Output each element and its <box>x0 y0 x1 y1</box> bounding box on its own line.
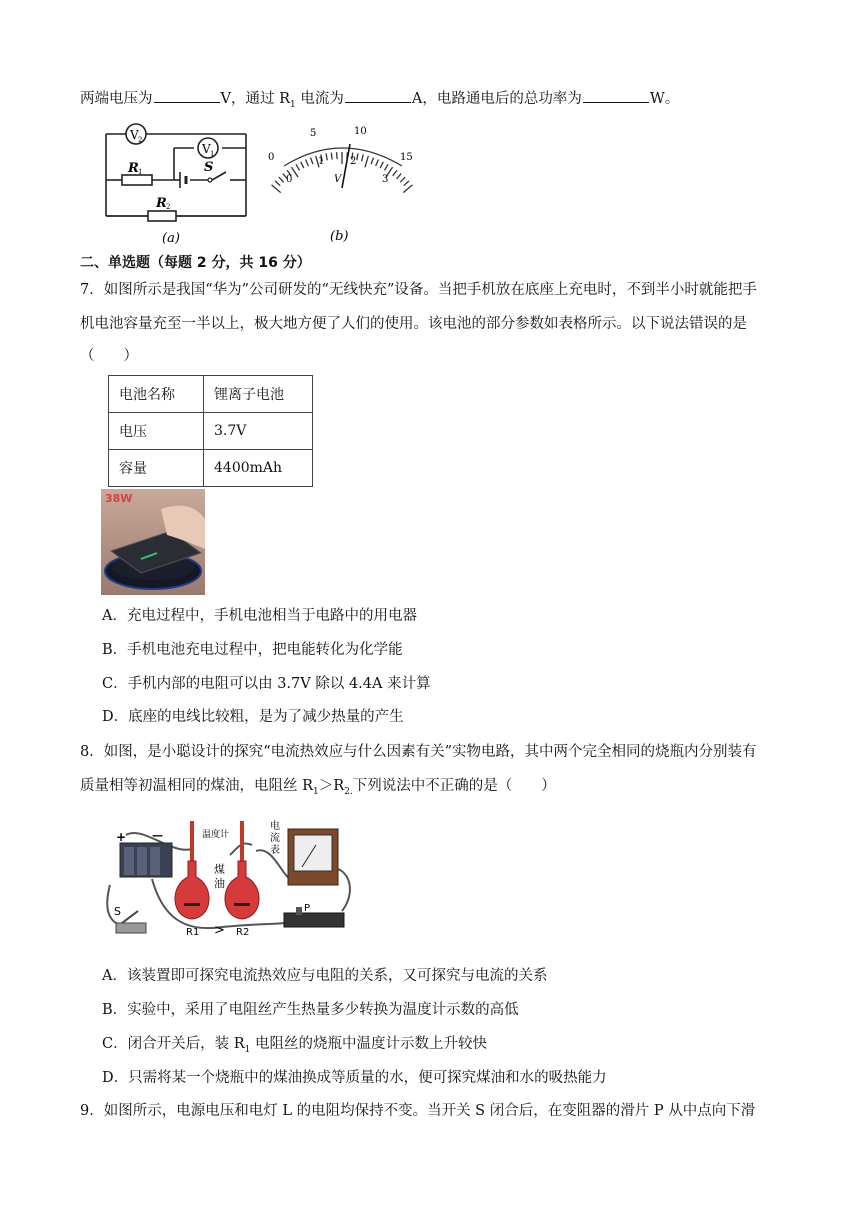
section-title: 二、单选题（每题 2 分，共 16 分） <box>80 255 311 271</box>
figure-b-caption: (b) <box>330 229 349 244</box>
dial-tick <box>279 177 284 182</box>
table-row: 电压 3.7V <box>109 413 313 450</box>
svg-text:0: 0 <box>268 152 275 163</box>
svg-text:3: 3 <box>382 174 389 185</box>
svg-text:2: 2 <box>350 156 357 167</box>
q8-option-d[interactable]: D．只需将某一个烧瓶中的煤油换成等质量的水，便可探究煤油和水的吸热能力 <box>102 1070 607 1086</box>
dial-tick <box>376 160 379 166</box>
dial-tick <box>272 185 281 193</box>
dial-tick <box>362 154 364 161</box>
experiment-circuit-photo <box>102 815 358 943</box>
circuit-diagram-a <box>100 122 260 246</box>
dial-tick <box>397 174 401 179</box>
dial-tick <box>331 153 332 160</box>
table-row: 电池名称 锂离子电池 <box>109 376 313 413</box>
svg-text:2: 2 <box>138 136 143 144</box>
answer-blank-power[interactable] <box>583 88 649 103</box>
flask-r2-label: R2 <box>236 927 250 938</box>
dial-tick <box>306 160 309 166</box>
dial-tick <box>385 164 389 170</box>
svg-text:油: 油 <box>214 877 225 890</box>
q8-stem-line1: 8．如图，是小聪设计的探究“电流热效应与什么因素有关”实物电路，其中两个完全相同的烧瓶内分别装有 <box>80 744 757 760</box>
svg-text:—: — <box>152 829 163 842</box>
svg-text:1: 1 <box>318 156 325 167</box>
dial-tick <box>291 167 298 177</box>
svg-text:煤: 煤 <box>214 863 225 876</box>
answer-blank-voltage[interactable] <box>154 88 220 103</box>
dial-tick <box>404 181 409 186</box>
voltmeter-v2-label: V <box>130 128 139 142</box>
q9-stem-line1: 9．如图所示，电源电压和电灯 L 的电阻均保持不变。当开关 S 闭合后，在变阻器的滑片 P 从中点向下滑 <box>80 1103 756 1119</box>
dial-tick <box>371 158 373 165</box>
thermometer-label: 温度计 <box>202 830 230 840</box>
svg-text:2: 2 <box>166 203 171 211</box>
flask-r1-label: R1 <box>186 927 200 938</box>
svg-text:电: 电 <box>270 821 280 832</box>
svg-text:1: 1 <box>210 150 215 158</box>
voltmeter-v1-label: V <box>202 142 211 156</box>
svg-text:10: 10 <box>354 126 367 137</box>
q7-stem-line3: （ ） <box>80 348 138 364</box>
svg-text:流: 流 <box>270 833 280 844</box>
dial-tick <box>393 170 397 176</box>
meter-needle <box>342 144 350 188</box>
q7-option-b[interactable]: B．手机电池充电过程中，把电能转化为化学能 <box>102 642 403 658</box>
q7-stem-line2: 机电池容量充至一半以上，极大地方便了人们的使用。该电池的部分参数如表格所示。以下说法错误的是 <box>80 316 747 332</box>
q8-stem-line2: 质量相等初温相同的煤油，电阻丝 $R_1>R_{2.}$下列说法中不正确的是（ ） <box>80 778 556 797</box>
meter-unit-label: V <box>334 174 342 185</box>
q7-option-c[interactable]: C．手机内部的电阻可以由 3.7V 除以 4.4A 来计算 <box>102 676 431 692</box>
dial-tick <box>301 162 304 168</box>
svg-text:>: > <box>214 923 225 938</box>
q8-option-a[interactable]: A．该装置即可探究电流热效应与电阻的关系，又可探究与电流的关系 <box>102 968 548 984</box>
wireless-charger-photo <box>101 489 205 595</box>
dial-tick <box>326 153 327 160</box>
svg-text:5: 5 <box>310 128 317 139</box>
resistor-r1-label: R <box>128 161 139 176</box>
resistor-r2-label: R <box>156 196 167 211</box>
dial-tick <box>403 185 412 193</box>
figure-a-caption: (a) <box>162 231 180 246</box>
voltmeter-dial-b <box>262 124 422 244</box>
q7-option-d[interactable]: D．底座的电线比较粗，是为了减少热量的产生 <box>102 709 404 725</box>
q7-stem-line1: 7．如图所示是我国“华为”公司研发的“无线快充”设备。当把手机放在底座上充电时，不到半小时就能把手 <box>80 282 757 298</box>
svg-text:1: 1 <box>138 168 143 176</box>
dial-tick <box>296 164 300 170</box>
photo-badge: 38W <box>105 492 133 505</box>
switch-s-label: S <box>114 905 121 918</box>
svg-text:+: + <box>116 830 127 844</box>
dial-tick <box>311 158 313 165</box>
dial-tick <box>400 177 405 182</box>
q8-option-c[interactable]: C．闭合开关后，装 $R_1$ 电阻丝的烧瓶中温度计示数上升较快 <box>102 1036 487 1055</box>
dial-tick <box>365 156 368 167</box>
svg-text:表: 表 <box>270 845 280 856</box>
q7-option-a[interactable]: A．充电过程中，手机电池相当于电路中的用电器 <box>102 608 417 624</box>
switch-s-label: S <box>204 160 214 175</box>
dial-tick <box>275 181 280 186</box>
rheostat-p-label: P <box>304 903 311 914</box>
dial-tick <box>380 162 383 168</box>
q8-option-b[interactable]: B．实验中，采用了电阻丝产生热量多少转换为温度计示数的高低 <box>102 1002 519 1018</box>
svg-text:0: 0 <box>286 174 293 185</box>
answer-blank-current[interactable] <box>345 88 411 103</box>
battery-parameter-table <box>108 375 313 487</box>
svg-text:15: 15 <box>400 152 413 163</box>
q6-answer-line: 两端电压为 V，通过 $R_1$ 电流为 A，电路通电后的总功率为 W。 <box>80 88 679 116</box>
dial-tick <box>357 153 358 160</box>
table-row: 容量 4400mAh <box>109 450 313 487</box>
